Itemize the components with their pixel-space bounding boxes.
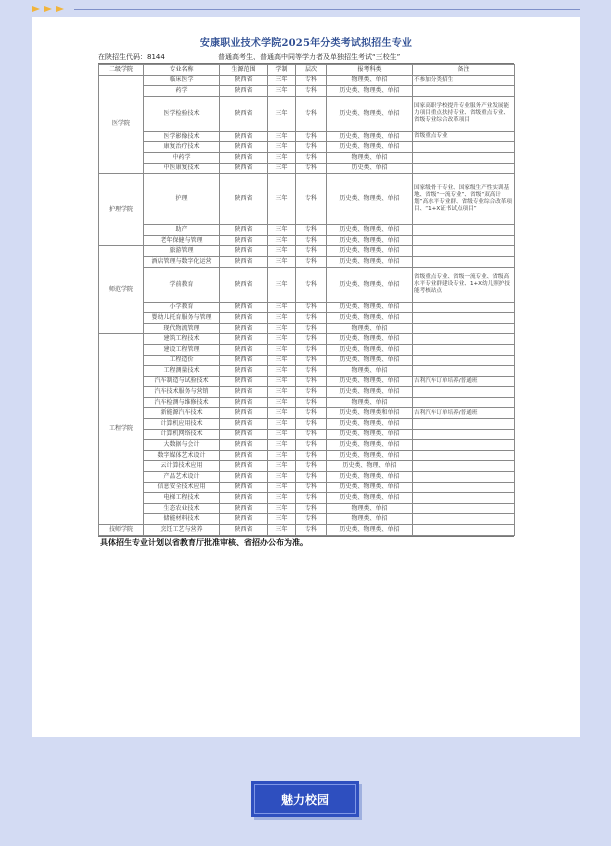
duration-cell: 三年: [268, 366, 296, 377]
subjects-cell: 历史类、物理类、单招: [327, 131, 413, 142]
table-row: [99, 419, 515, 430]
major-cell: 医学影像技术: [144, 131, 220, 142]
major-cell: 新能源汽车技术: [144, 408, 220, 419]
duration-cell: 三年: [268, 376, 296, 387]
major-cell: 康复治疗技术: [144, 142, 220, 153]
scope-cell: 陕西省: [220, 267, 268, 302]
level-cell: 专科: [296, 419, 327, 430]
note-cell: [413, 472, 515, 483]
duration-cell: 三年: [268, 408, 296, 419]
level-cell: 专科: [296, 174, 327, 225]
duration-cell: 三年: [268, 440, 296, 451]
table-row: [99, 174, 515, 225]
duration-cell: 三年: [268, 163, 296, 174]
subjects-cell: 物理类、单招: [327, 397, 413, 408]
table-row: [99, 408, 515, 419]
level-cell: 专科: [296, 376, 327, 387]
table-row: [99, 503, 515, 514]
column-header: 报考科类: [327, 65, 413, 76]
divider: [74, 9, 580, 10]
duration-cell: 三年: [268, 96, 296, 131]
arrow-icon: [44, 6, 52, 12]
level-cell: 专科: [296, 408, 327, 419]
major-cell: 汽车制造与试验技术: [144, 376, 220, 387]
table-row: [99, 525, 515, 536]
scope-cell: 陕西省: [220, 323, 268, 334]
note-cell: 不参加分类招生: [413, 75, 515, 86]
document-title: 安康职业技术学院2025年分类考试拟招生专业: [199, 38, 413, 49]
level-cell: 专科: [296, 355, 327, 366]
level-cell: 专科: [296, 152, 327, 163]
column-header: 生源范围: [220, 65, 268, 76]
scope-cell: 陕西省: [220, 366, 268, 377]
subjects-cell: 物理类、单招: [327, 503, 413, 514]
major-cell: 中医康复技术: [144, 163, 220, 174]
document-footnote: 具体招生专业计划以省教育厅批准审核、省招办公布为准。: [98, 536, 514, 549]
note-cell: 国家高职学校提升专业服务产业发展能力项目重点扶持专业、省级重点专业、省级专业综合改革项目: [413, 96, 515, 131]
top-decoration: [32, 6, 580, 12]
level-cell: 专科: [296, 344, 327, 355]
content-card: [32, 17, 580, 737]
scope-cell: 陕西省: [220, 525, 268, 536]
duration-cell: 三年: [268, 461, 296, 472]
note-cell: [413, 525, 515, 536]
major-cell: 中药学: [144, 152, 220, 163]
scope-cell: 陕西省: [220, 419, 268, 430]
subjects-cell: 历史类、物理类、单招: [327, 493, 413, 504]
note-cell: [413, 235, 515, 246]
scope-cell: 陕西省: [220, 131, 268, 142]
major-cell: 护理: [144, 174, 220, 225]
duration-cell: 三年: [268, 482, 296, 493]
note-cell: [413, 323, 515, 334]
scope-cell: 陕西省: [220, 302, 268, 313]
subjects-cell: 历史类、物理类、单招: [327, 472, 413, 483]
subjects-cell: 物理类、单招: [327, 75, 413, 86]
scope-cell: 陕西省: [220, 376, 268, 387]
duration-cell: 三年: [268, 344, 296, 355]
duration-cell: 三年: [268, 142, 296, 153]
major-cell: 药学: [144, 86, 220, 97]
subjects-cell: 历史类、物理类、单招: [327, 86, 413, 97]
level-cell: 专科: [296, 323, 327, 334]
scope-cell: 陕西省: [220, 225, 268, 236]
arrow-icon: [56, 6, 64, 12]
table-row: [99, 376, 515, 387]
level-cell: 专科: [296, 86, 327, 97]
subjects-cell: 物理类、单招: [327, 366, 413, 377]
scope-cell: 陕西省: [220, 440, 268, 451]
table-header-row: [99, 65, 515, 76]
scope-cell: 陕西省: [220, 313, 268, 324]
scope-cell: 陕西省: [220, 482, 268, 493]
duration-cell: 三年: [268, 235, 296, 246]
table-row: [99, 355, 515, 366]
major-cell: 生态农业技术: [144, 503, 220, 514]
note-cell: [413, 503, 515, 514]
major-cell: 学前教育: [144, 267, 220, 302]
table-row: [99, 152, 515, 163]
major-cell: 建设工程管理: [144, 344, 220, 355]
major-cell: 酒店管理与数字化运营: [144, 256, 220, 267]
subjects-cell: 历史类、物理类、单招: [327, 419, 413, 430]
note-cell: [413, 493, 515, 504]
note-cell: [413, 482, 515, 493]
level-cell: 专科: [296, 267, 327, 302]
duration-cell: 三年: [268, 225, 296, 236]
arrow-icon: [32, 6, 40, 12]
column-header: 备注: [413, 65, 515, 76]
department-cell: 护理学院: [99, 174, 144, 246]
duration-cell: 三年: [268, 472, 296, 483]
major-cell: 信息安全技术应用: [144, 482, 220, 493]
note-cell: [413, 344, 515, 355]
major-cell: 数字媒体艺术设计: [144, 450, 220, 461]
table-row: [99, 450, 515, 461]
duration-cell: 三年: [268, 503, 296, 514]
scope-cell: 陕西省: [220, 472, 268, 483]
subjects-cell: 历史类、物理类、单招: [327, 482, 413, 493]
duration-cell: 三年: [268, 334, 296, 345]
major-cell: 建筑工程技术: [144, 334, 220, 345]
department-cell: 技师学院: [99, 525, 144, 536]
level-cell: 专科: [296, 514, 327, 525]
duration-cell: 三年: [268, 323, 296, 334]
table-row: [99, 142, 515, 153]
scope-cell: 陕西省: [220, 397, 268, 408]
major-cell: 现代物流管理: [144, 323, 220, 334]
level-cell: 专科: [296, 131, 327, 142]
level-cell: 专科: [296, 235, 327, 246]
major-cell: 产品艺术设计: [144, 472, 220, 483]
subjects-cell: 历史类、物理类、单招: [327, 355, 413, 366]
subjects-cell: 历史类、物理类、单招: [327, 302, 413, 313]
applicant-types: 普通高考生、普通高中同等学力者及单独招生考试“三校生”: [218, 53, 401, 61]
table-row: [99, 225, 515, 236]
subjects-cell: 历史类、物理类、单招: [327, 142, 413, 153]
note-cell: 吉利汽车订单培养/普通班: [413, 408, 515, 419]
duration-cell: 三年: [268, 450, 296, 461]
scope-cell: 陕西省: [220, 387, 268, 398]
subjects-cell: 物理类、单招: [327, 323, 413, 334]
subjects-cell: 物理类、单招: [327, 152, 413, 163]
duration-cell: 三年: [268, 302, 296, 313]
scope-cell: 陕西省: [220, 96, 268, 131]
table-row: [99, 493, 515, 504]
note-cell: [413, 397, 515, 408]
note-cell: [413, 246, 515, 257]
major-cell: 旅游管理: [144, 246, 220, 257]
level-cell: 专科: [296, 397, 327, 408]
table-row: [99, 514, 515, 525]
subjects-cell: 历史类、物理类、单招: [327, 334, 413, 345]
majors-table: [98, 64, 515, 536]
level-cell: 专科: [296, 450, 327, 461]
major-cell: 婴幼儿托育服务与管理: [144, 313, 220, 324]
subjects-cell: 历史类、物理类、单招: [327, 246, 413, 257]
table-row: [99, 256, 515, 267]
note-cell: [413, 387, 515, 398]
scope-cell: 陕西省: [220, 503, 268, 514]
note-cell: [413, 334, 515, 345]
major-cell: 工程测量技术: [144, 366, 220, 377]
column-header: 层次: [296, 65, 327, 76]
table-row: [99, 461, 515, 472]
table-row: [99, 302, 515, 313]
scope-cell: 陕西省: [220, 334, 268, 345]
note-cell: [413, 163, 515, 174]
major-cell: 大数据与会计: [144, 440, 220, 451]
subjects-cell: 历史类、物理类、单招: [327, 429, 413, 440]
table-row: [99, 344, 515, 355]
scope-cell: 陕西省: [220, 344, 268, 355]
subjects-cell: 历史类、物理类、单招: [327, 267, 413, 302]
note-cell: [413, 419, 515, 430]
department-cell: 医学院: [99, 75, 144, 174]
table-row: [99, 235, 515, 246]
table-row: [99, 440, 515, 451]
scope-cell: 陕西省: [220, 75, 268, 86]
table-row: [99, 397, 515, 408]
table-row: [99, 131, 515, 142]
level-cell: 专科: [296, 525, 327, 536]
scope-cell: 陕西省: [220, 514, 268, 525]
note-cell: 吉利汽车订单培养/普通班: [413, 376, 515, 387]
note-cell: 国家级骨干专业、国家级生产性实训基地、省级“一流专业”、省级“双高计划”高水平专业群、省级专业综合改革项目、“1+X证书试点项目”: [413, 174, 515, 225]
duration-cell: 三年: [268, 313, 296, 324]
note-cell: [413, 366, 515, 377]
note-cell: [413, 313, 515, 324]
duration-cell: 三年: [268, 525, 296, 536]
table-row: [99, 267, 515, 302]
major-cell: 汽车技术服务与营销: [144, 387, 220, 398]
level-cell: 专科: [296, 472, 327, 483]
note-cell: [413, 152, 515, 163]
duration-cell: 三年: [268, 246, 296, 257]
table-row: [99, 96, 515, 131]
table-row: [99, 387, 515, 398]
scope-cell: 陕西省: [220, 235, 268, 246]
column-header: 学制: [268, 65, 296, 76]
level-cell: 专科: [296, 366, 327, 377]
level-cell: 专科: [296, 482, 327, 493]
subjects-cell: 历史类、物理类、单招: [327, 225, 413, 236]
subjects-cell: 历史类、物理类、单招: [327, 313, 413, 324]
scope-cell: 陕西省: [220, 86, 268, 97]
scope-cell: 陕西省: [220, 163, 268, 174]
level-cell: 专科: [296, 163, 327, 174]
subjects-cell: 历史类、物理类、单招: [327, 376, 413, 387]
duration-cell: 三年: [268, 493, 296, 504]
level-cell: 专科: [296, 461, 327, 472]
table-row: [99, 366, 515, 377]
major-cell: 烹饪工艺与营养: [144, 525, 220, 536]
note-cell: [413, 450, 515, 461]
level-cell: 专科: [296, 302, 327, 313]
table-row: [99, 323, 515, 334]
major-cell: 计算机应用技术: [144, 419, 220, 430]
level-cell: 专科: [296, 96, 327, 131]
level-cell: 专科: [296, 256, 327, 267]
subjects-cell: 物理类、单招: [327, 514, 413, 525]
scope-cell: 陕西省: [220, 429, 268, 440]
note-cell: 省级重点专业: [413, 131, 515, 142]
level-cell: 专科: [296, 246, 327, 257]
table-row: [99, 482, 515, 493]
major-cell: 计算机网络技术: [144, 429, 220, 440]
scope-cell: 陕西省: [220, 256, 268, 267]
duration-cell: 三年: [268, 419, 296, 430]
duration-cell: 三年: [268, 267, 296, 302]
duration-cell: 三年: [268, 256, 296, 267]
duration-cell: 三年: [268, 514, 296, 525]
major-cell: 汽车检测与维修技术: [144, 397, 220, 408]
scope-cell: 陕西省: [220, 152, 268, 163]
subjects-cell: 历史类、物理类、单招: [327, 235, 413, 246]
duration-cell: 三年: [268, 152, 296, 163]
subjects-cell: 历史类、物理类、单招: [327, 174, 413, 225]
duration-cell: 三年: [268, 131, 296, 142]
scope-cell: 陕西省: [220, 246, 268, 257]
enrollment-code: 在陕招生代码：8144: [98, 53, 165, 61]
table-body: [99, 75, 515, 535]
level-cell: 专科: [296, 225, 327, 236]
note-cell: [413, 86, 515, 97]
table-row: [99, 334, 515, 345]
table-row: [99, 472, 515, 483]
level-cell: 专科: [296, 313, 327, 324]
subjects-cell: 历史类、物理类、单招: [327, 440, 413, 451]
major-cell: 小学教育: [144, 302, 220, 313]
table-row: [99, 429, 515, 440]
duration-cell: 三年: [268, 429, 296, 440]
subjects-cell: 历史类、物理类、单招: [327, 344, 413, 355]
note-cell: [413, 302, 515, 313]
department-cell: 师范学院: [99, 246, 144, 334]
table-row: [99, 163, 515, 174]
level-cell: 专科: [296, 334, 327, 345]
major-cell: 医学检验技术: [144, 96, 220, 131]
note-cell: [413, 429, 515, 440]
subjects-cell: 历史类、物理类、单招: [327, 96, 413, 131]
subjects-cell: 历史类、物理类、单招: [327, 256, 413, 267]
scope-cell: 陕西省: [220, 461, 268, 472]
level-cell: 专科: [296, 493, 327, 504]
duration-cell: 三年: [268, 387, 296, 398]
column-header: 二级学院: [99, 65, 144, 76]
duration-cell: 三年: [268, 355, 296, 366]
scope-cell: 陕西省: [220, 355, 268, 366]
note-cell: [413, 461, 515, 472]
level-cell: 专科: [296, 429, 327, 440]
level-cell: 专科: [296, 503, 327, 514]
note-cell: [413, 440, 515, 451]
duration-cell: 三年: [268, 86, 296, 97]
scope-cell: 陕西省: [220, 174, 268, 225]
table-row: [99, 313, 515, 324]
note-cell: [413, 355, 515, 366]
major-cell: 临床医学: [144, 75, 220, 86]
note-cell: [413, 256, 515, 267]
major-cell: 工程造价: [144, 355, 220, 366]
scope-cell: 陕西省: [220, 493, 268, 504]
note-cell: [413, 514, 515, 525]
subjects-cell: 历史类、单招: [327, 163, 413, 174]
scope-cell: 陕西省: [220, 142, 268, 153]
subjects-cell: 历史类、物理类、单招: [327, 450, 413, 461]
scope-cell: 陕西省: [220, 408, 268, 419]
subjects-cell: 历史类、物理类和单招: [327, 408, 413, 419]
level-cell: 专科: [296, 75, 327, 86]
campus-charm-button[interactable]: 魅力校园: [251, 781, 359, 817]
subjects-cell: 历史类、物理类、单招: [327, 387, 413, 398]
major-cell: 云计算技术应用: [144, 461, 220, 472]
table-row: [99, 86, 515, 97]
major-cell: 储能材料技术: [144, 514, 220, 525]
major-cell: 助产: [144, 225, 220, 236]
department-cell: 工程学院: [99, 334, 144, 525]
major-cell: 老年保健与管理: [144, 235, 220, 246]
note-cell: [413, 225, 515, 236]
note-cell: [413, 142, 515, 153]
subjects-cell: 历史类、物理类、单招: [327, 525, 413, 536]
subjects-cell: 历史类、物理、单招: [327, 461, 413, 472]
admission-document: [98, 37, 514, 549]
duration-cell: 三年: [268, 75, 296, 86]
level-cell: 专科: [296, 387, 327, 398]
level-cell: 专科: [296, 440, 327, 451]
document-subheader: [98, 51, 514, 64]
scope-cell: 陕西省: [220, 450, 268, 461]
duration-cell: 三年: [268, 397, 296, 408]
column-header: 专业名称: [144, 65, 220, 76]
duration-cell: 三年: [268, 174, 296, 225]
level-cell: 专科: [296, 142, 327, 153]
note-cell: 省级重点专业、省级一流专业、省级高水平专业群建设专业、1+X幼儿照护技能考核站点: [413, 267, 515, 302]
table-row: [99, 246, 515, 257]
table-row: [99, 75, 515, 86]
major-cell: 电梯工程技术: [144, 493, 220, 504]
